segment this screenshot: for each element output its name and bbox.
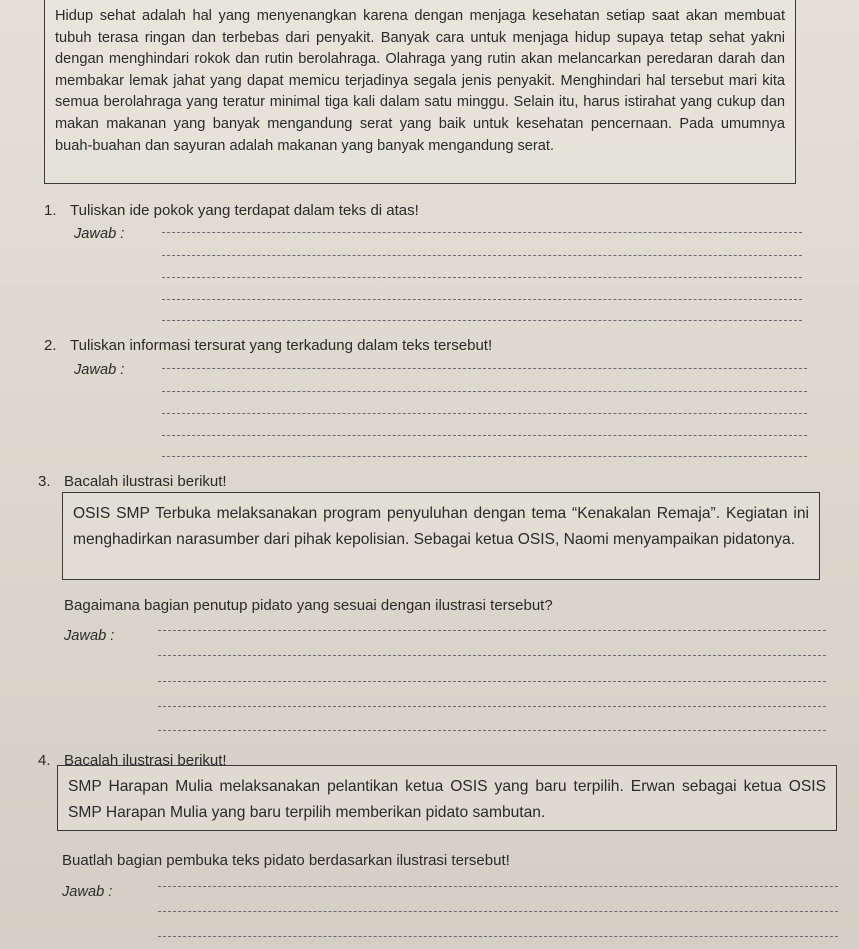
question-4-illustration-text: SMP Harapan Mulia melaksanakan pelantikan ketua OSIS yang baru terpilih. Erwan sebagai ketua OSIS SMP Harapan Mulia yang baru terpilih memberikan pidato sambutan. xyxy=(68,778,826,821)
reading-passage xyxy=(44,0,796,184)
question-3 xyxy=(38,473,227,490)
question-2-answer-label: Jawab : xyxy=(74,362,125,378)
question-1-answer-line-4[interactable] xyxy=(162,299,802,300)
question-3-answer-label: Jawab : xyxy=(64,628,115,644)
question-4-answer-line-3[interactable] xyxy=(158,936,838,937)
question-4-answer-line-1[interactable] xyxy=(158,886,838,887)
question-1-answer-line-1[interactable] xyxy=(162,232,802,233)
question-1-text: Tuliskan ide pokok yang terdapat dalam teks di atas! xyxy=(70,202,419,219)
question-4-illustration-box xyxy=(57,765,837,831)
question-3-number: 3. xyxy=(38,473,51,490)
question-2-text: Tuliskan informasi tersurat yang terkadung dalam teks tersebut! xyxy=(70,337,493,354)
question-4-number: 4. xyxy=(38,752,51,769)
question-3-text: Bacalah ilustrasi berikut! xyxy=(64,473,227,490)
reading-passage-text: Hidup sehat adalah hal yang menyenangkan karena dengan menjaga kesehatan setiap saat akan membuat tubuh terasa ringan dan terbebas dari penyakit. Banyak cara untuk menjaga hidup supaya tetap sehat yakni dengan menghindari rokok dan rutin berolahraga. Olahraga yang rutin akan melancarkan peredaran darah dan membakar lemak jahat yang dapat memicu terjadinya segala jenis penyakit. Menghindari hal tersebut mari kita semua berolahraga yang teratur minimal tiga kali dalam satu minggu. Selain itu, harus istirahat yang cukup dan makan makanan yang banyak mengandung serat yang baik untuk kesehatan pencernaan. Pada umumnya buah-buahan dan sayuran adalah makanan yang banyak mengandung serat. xyxy=(55,8,785,154)
question-4-text: Bacalah ilustrasi berikut! xyxy=(64,752,227,769)
question-4-answer-line-2[interactable] xyxy=(158,911,838,912)
question-3-prompt: Bagaimana bagian penutup pidato yang sesuai dengan ilustrasi tersebut? xyxy=(64,597,553,614)
question-3-answer-line-5[interactable] xyxy=(158,730,826,731)
question-1-answer-line-2[interactable] xyxy=(162,255,802,256)
question-3-answer-line-3[interactable] xyxy=(158,681,826,682)
question-2-answer-line-3[interactable] xyxy=(162,413,807,414)
question-1-answer-label: Jawab : xyxy=(74,226,125,242)
question-3-illustration-text: OSIS SMP Terbuka melaksanakan program penyuluhan dengan tema “Kenakalan Remaja”. Kegiatan ini menghadirkan narasumber dari pihak kepolisian. Sebagai ketua OSIS, Naomi menyampaikan pidatonya. xyxy=(73,505,809,548)
question-4-prompt: Buatlah bagian pembuka teks pidato berdasarkan ilustrasi tersebut! xyxy=(62,852,510,869)
question-3-answer-line-2[interactable] xyxy=(158,655,826,656)
question-2 xyxy=(44,337,492,354)
question-4-answer-label: Jawab : xyxy=(62,884,113,900)
question-3-answer-line-4[interactable] xyxy=(158,706,826,707)
question-3-answer-line-1[interactable] xyxy=(158,630,826,631)
question-1-answer-line-3[interactable] xyxy=(162,277,802,278)
question-2-answer-line-2[interactable] xyxy=(162,391,807,392)
question-2-number: 2. xyxy=(44,337,57,354)
question-1-answer-line-5[interactable] xyxy=(162,320,802,321)
question-1-number: 1. xyxy=(44,202,57,219)
question-1 xyxy=(44,202,419,219)
question-2-answer-line-5[interactable] xyxy=(162,456,807,457)
question-3-illustration-box xyxy=(62,492,820,580)
question-2-answer-line-1[interactable] xyxy=(162,368,807,369)
question-2-answer-line-4[interactable] xyxy=(162,435,807,436)
